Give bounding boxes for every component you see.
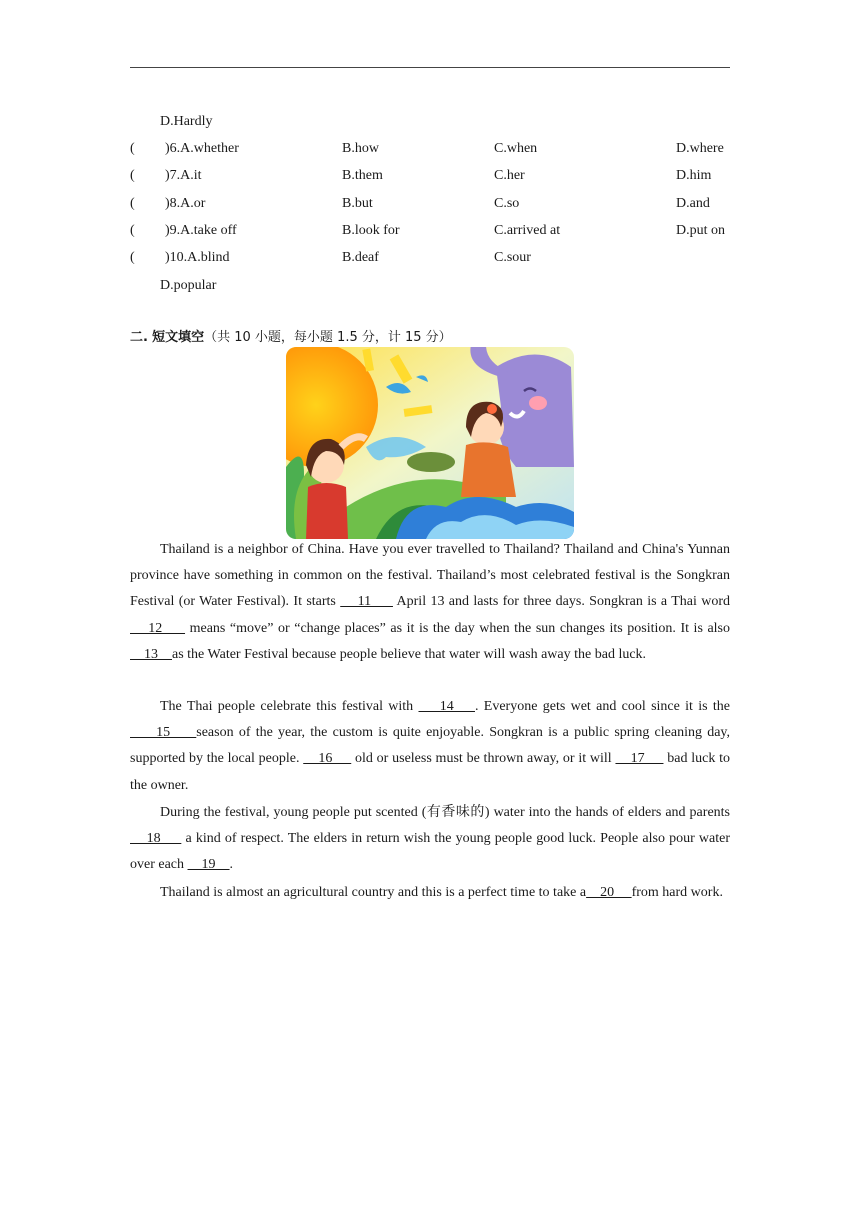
option-c: C.when xyxy=(494,141,538,156)
question-stem: )10.A.blind xyxy=(165,250,230,265)
passage-text: as the Water Festival because people believe that water will wash away the bad luck. xyxy=(172,646,647,662)
passage-text: During the festival, young people put scented (有香味的) water into the hands of elders and parents xyxy=(160,805,730,820)
option-c: C.arrived at xyxy=(494,223,561,238)
option-b: B.but xyxy=(342,196,373,211)
answer-paren[interactable]: ( xyxy=(130,196,135,211)
question-row xyxy=(130,195,730,213)
question-row xyxy=(130,249,730,267)
header-rule xyxy=(130,67,730,68)
blank-14[interactable]: 14 xyxy=(418,699,475,714)
passage-text: Thailand is almost an agricultural country and this is a perfect time to take a xyxy=(160,885,587,900)
blank-15[interactable]: 15 xyxy=(130,725,197,741)
passage-text: . xyxy=(229,857,234,873)
option-b: B.deaf xyxy=(342,250,379,265)
question-stem: )9.A.take off xyxy=(165,223,237,238)
section-number: 二. xyxy=(130,330,148,345)
option-d: D.and xyxy=(676,196,710,211)
passage-text: April 13 and lasts for three days. Songkran is a Thai word xyxy=(392,594,730,610)
question-10-option-d: D.popular xyxy=(160,278,217,293)
passage-paragraph-1 xyxy=(130,537,730,668)
blank-18[interactable]: 18 xyxy=(130,831,182,847)
passage-text: a kind of respect. The elders in return wish the young people good luck. People also pour water over each xyxy=(130,831,731,873)
blank-20[interactable]: 20 xyxy=(586,885,632,900)
option-c: C.sour xyxy=(494,250,531,265)
section-heading xyxy=(130,326,452,345)
passage-text: Thailand is a neighbor of China. Have you ever travelled to Thailand? Thailand and China's Yunnan province have something in common on the festival. Thailand’s most celebrated festival is the Songkran Festival (or Water Festival). It starts xyxy=(130,542,730,610)
songkran-illustration xyxy=(286,347,574,539)
passage-text: season of the year, the custom is quite enjoyable. Songkran is a public spring cleaning day, supported by the local people. xyxy=(130,725,730,767)
question-stem: )8.A.or xyxy=(165,196,206,211)
passage-text: The Thai people celebrate this festival with xyxy=(160,699,419,714)
question-stem: )6.A.whether xyxy=(165,141,239,156)
option-b: B.them xyxy=(342,168,383,183)
passage-paragraph-2 xyxy=(130,694,730,799)
blank-11[interactable]: 11 xyxy=(340,594,393,610)
option-c: C.her xyxy=(494,168,525,183)
passage-text: . Everyone gets wet and cool since it is the xyxy=(474,699,730,714)
answer-paren[interactable]: ( xyxy=(130,223,135,238)
section-title: 短文填空 xyxy=(152,330,205,345)
answer-paren[interactable]: ( xyxy=(130,168,135,183)
option-b: B.how xyxy=(342,141,379,156)
question-row xyxy=(130,167,730,185)
question-5-option-d: D.Hardly xyxy=(160,114,213,129)
question-row xyxy=(130,140,730,158)
option-c: C.so xyxy=(494,196,520,211)
section-note: （共 10 小题，每小题 1.5 分，计 15 分） xyxy=(204,330,452,345)
blank-13[interactable]: 13 xyxy=(130,646,172,662)
option-d: D.him xyxy=(676,168,712,183)
option-b: B.look for xyxy=(342,223,400,238)
passage-text: means “move” or “change places” as it is the day when the sun changes its position. It is also xyxy=(185,620,731,636)
passage-paragraph-4 xyxy=(130,880,730,906)
question-stem: )7.A.it xyxy=(165,168,202,183)
answer-paren[interactable]: ( xyxy=(130,250,135,265)
answer-paren[interactable]: ( xyxy=(130,141,135,156)
passage-text: old or useless must be thrown away, or it will xyxy=(351,751,616,767)
blank-17[interactable]: 17 xyxy=(615,751,664,767)
blank-16[interactable]: 16 xyxy=(303,751,352,767)
blank-19[interactable]: 19 xyxy=(187,857,230,873)
option-d: D.where xyxy=(676,141,724,156)
passage-paragraph-3 xyxy=(130,800,730,879)
option-d: D.put on xyxy=(676,223,725,238)
blank-12[interactable]: 12 xyxy=(130,620,186,636)
passage-text: from hard work. xyxy=(631,885,723,900)
passage-text: bad luck to the owner. xyxy=(130,751,731,793)
question-row xyxy=(130,222,730,240)
